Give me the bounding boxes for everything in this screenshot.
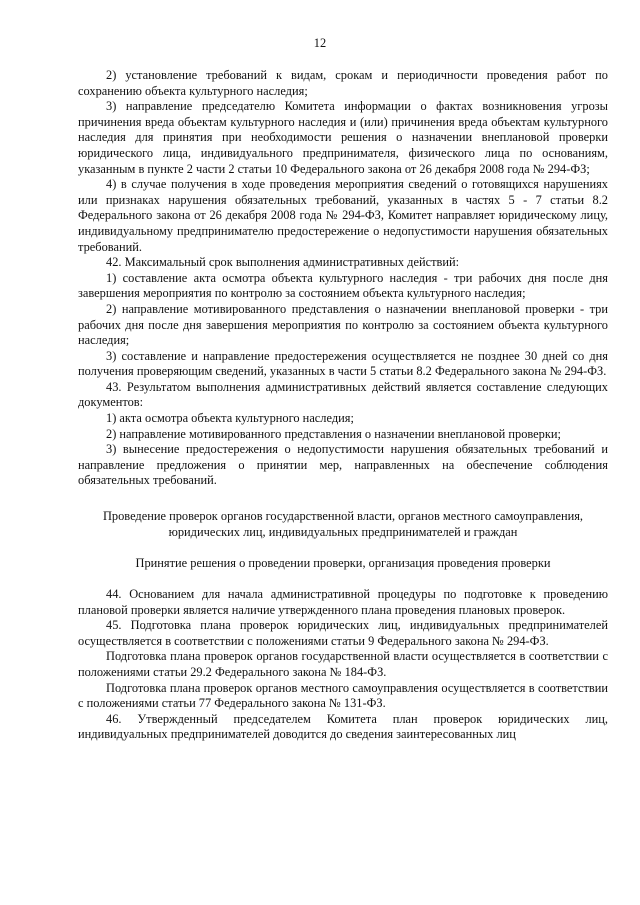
paragraph: 1) составление акта осмотра объекта культурного наследия - три рабочих дня после дня завершения мероприятия по контролю за состоянием объекта культурного наследия; bbox=[78, 270, 608, 301]
subsection-heading: Принятие решения о проведении проверки, организация проведения проверки bbox=[135, 555, 551, 570]
paragraph: 2) установление требований к видам, срокам и периодичности проведения работ по сохранению объекта культурного наследия; bbox=[78, 68, 608, 98]
paragraph: 4) в случае получения в ходе проведения мероприятия сведений о готовящихся нарушениях или признаках нарушения обязательных требований, указанных в частях 5 - 7 статьи 8.2 Федерального закона от 26 декабря 2008 года № 294-ФЗ, Комитет направляет юридическому лицу, индивидуальному предпринимателю предостережение о недопустимости нарушения обязательных требований. bbox=[78, 177, 608, 254]
section-heading: Проведение проверок органов государственной власти, органов местного самоуправления, юридических лиц, индивидуальных предпринимателей и граждан bbox=[102, 509, 584, 539]
paragraph: 43. Результатом выполнения административных действий является составление следующих документов: bbox=[78, 379, 608, 410]
document-body bbox=[78, 68, 608, 743]
paragraph: Подготовка плана проверок органов местного самоуправления осуществляется в соответствии с положениями статьи 77 Федерального закона № 131-ФЗ. bbox=[78, 680, 608, 711]
paragraph: 2) направление мотивированного представления о назначении внеплановой проверки; bbox=[106, 426, 561, 441]
paragraph: 3) составление и направление предостережения осуществляется не позднее 30 дней со дня получения проверяющим сведений, указанных в части 5 статьи 8.2 Федерального закона № 294-ФЗ. bbox=[78, 348, 608, 379]
paragraph: 2) направление мотивированного представления о назначении внеплановой проверки - три рабочих дня после дня завершения мероприятия по контролю за состоянием объекта культурного наследия; bbox=[78, 301, 608, 348]
paragraph: 1) акта осмотра объекта культурного наследия; bbox=[106, 411, 354, 426]
paragraph: 3) направление председателю Комитета информации о фактах возникновения угрозы причинения вреда объектам культурного наследия и (или) причинения вреда объектам культурного наследия для принятия при необходимости решения о назначении внеплановой проверки юридического лица, индивидуального предпринимателя, физического лица по основаниям, указанным в пункте 2 части 2 статьи 10 Федерального закона от 26 декабря 2008 года № 294-ФЗ; bbox=[78, 99, 608, 176]
paragraph: Подготовка плана проверок органов государственной власти осуществляется в соответствии с положениями статьи 29.2 Федерального закона № 184-ФЗ. bbox=[78, 649, 608, 679]
paragraph: 42. Максимальный срок выполнения административных действий: bbox=[106, 255, 460, 270]
paragraph: 46. Утвержденный председателем Комитета план проверок юридических лиц, индивидуальных предпринимателей доводится до сведения заинтересованных лиц bbox=[78, 711, 608, 742]
paragraph: 3) вынесение предостережения о недопустимости нарушения обязательных требований и направление предложения о принятии мер, направленных на обеспечение соблюдения обязательных требований. bbox=[78, 442, 608, 488]
page-number: 12 bbox=[313, 36, 327, 50]
paragraph: 44. Основанием для начала административной процедуры по подготовке к проведению плановой проверки является наличие утвержденного плана проведения плановых проверок. bbox=[78, 587, 608, 617]
paragraph: 45. Подготовка плана проверок юридических лиц, индивидуальных предпринимателей осуществляется в соответствии с положениями статьи 9 Федерального закона № 294-ФЗ. bbox=[78, 618, 608, 648]
